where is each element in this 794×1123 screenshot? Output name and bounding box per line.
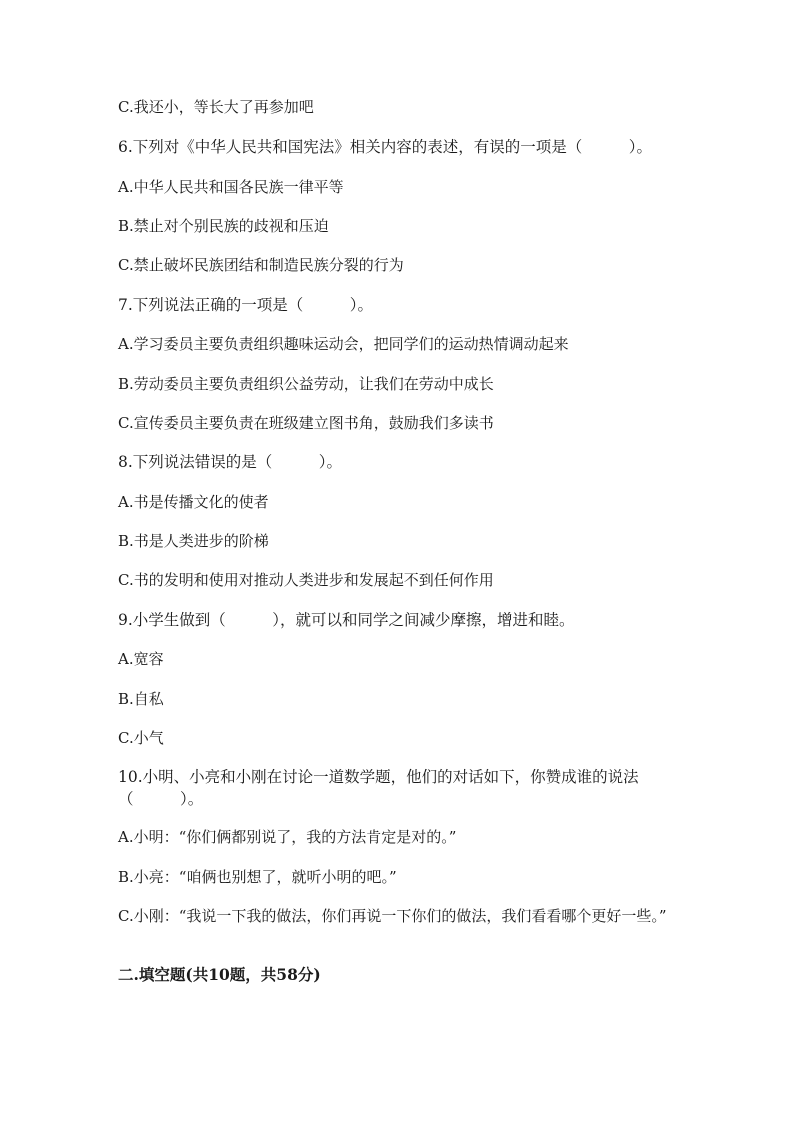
question-10: 10.小明、小亮和小刚在讨论一道数学题，他们的对话如下，你赞成谁的说法（ ）。 (118, 768, 639, 808)
option-8a: A.书是传播文化的使者 (118, 493, 269, 511)
question-9: 9.小学生做到（ ），就可以和同学之间减少摩擦，增进和睦。 (118, 611, 575, 629)
option-10c: C.小刚：“我说一下我的做法，你们再说一下你们的做法，我们看看哪个更好一些。” (118, 907, 667, 925)
question-7: 7.下列说法正确的一项是（ ）。 (118, 296, 374, 314)
option-10a: A.小明：“你们俩都别说了，我的方法肯定是对的。” (118, 828, 457, 846)
section-heading: 二.填空题(共10题，共58分) (118, 965, 321, 984)
option-7a: A.学习委员主要负责组织趣味运动会，把同学们的运动热情调动起来 (118, 335, 569, 353)
option-9c: C.小气 (118, 729, 164, 747)
option-9b: B.自私 (118, 690, 164, 708)
option-6a: A.中华人民共和国各民族一律平等 (118, 178, 344, 196)
option-6c: C.禁止破坏民族团结和制造民族分裂的行为 (118, 256, 404, 274)
option-10b: B.小亮：“咱俩也别想了，就听小明的吧。” (118, 868, 397, 886)
option-8b: B.书是人类进步的阶梯 (118, 532, 269, 550)
option-7b: B.劳动委员主要负责组织公益劳动，让我们在劳动中成长 (118, 375, 494, 393)
option-6b: B.禁止对个别民族的歧视和压迫 (118, 217, 329, 235)
option-7c: C.宣传委员主要负责在班级建立图书角，鼓励我们多读书 (118, 414, 494, 432)
option-8c: C.书的发明和使用对推动人类进步和发展起不到任何作用 (118, 571, 494, 589)
option-9a: A.宽容 (118, 650, 164, 668)
question-8: 8.下列说法错误的是（ ）。 (118, 453, 343, 471)
option-5c: C.我还小，等长大了再参加吧 (118, 98, 314, 116)
question-6: 6.下列对《中华人民共和国宪法》相关内容的表述，有误的一项是（ ）。 (118, 138, 653, 156)
